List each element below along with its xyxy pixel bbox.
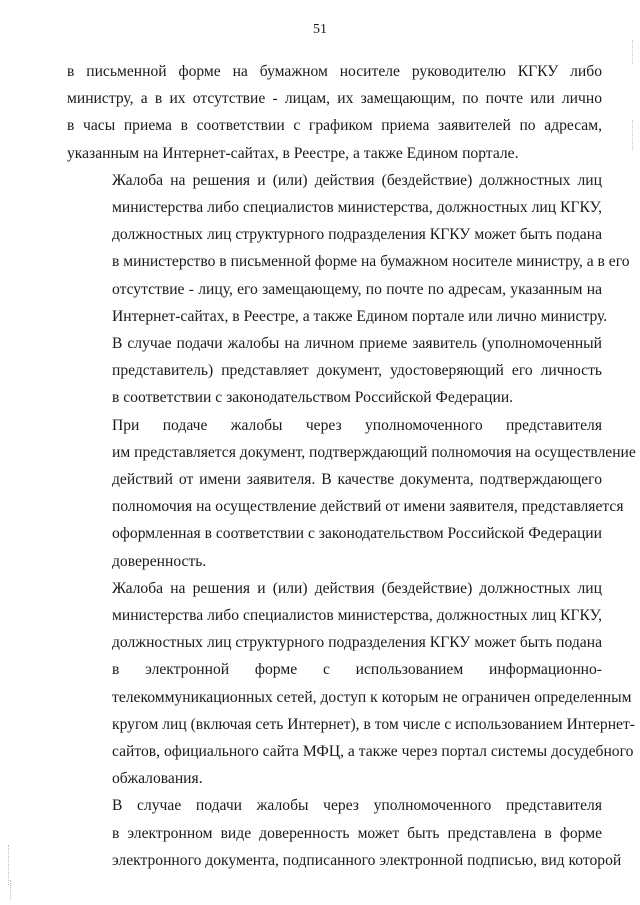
text-line: в электронной форме с использованием информационно- [112, 661, 602, 679]
text-line: Жалоба на решения и (или) действия (бездействие) должностных лиц [112, 579, 602, 597]
text-line: В случае подачи жалобы через уполномоченного представителя [112, 797, 602, 815]
paragraph [67, 167, 630, 330]
text-line: в письменной форме на бумажном носителе руководителю КГКУ либо [67, 63, 602, 80]
scan-artifact [632, 40, 634, 64]
text-line: электронного документа, подписанного электронной подписью, вид которой [112, 851, 622, 869]
scan-artifact [632, 120, 634, 150]
document-body [67, 58, 636, 874]
paragraph [67, 330, 602, 412]
page-number: 51 [313, 22, 327, 37]
text-line: Жалоба на решения и (или) действия (бездействие) должностных лиц [112, 171, 602, 189]
text-line: Интернет-сайтах, в Реестре, а также Едином портале или лично министру. [112, 307, 608, 325]
text-line: представитель) представляет документ, удостоверяющий его личность [112, 362, 602, 380]
text-line: сайтов, официального сайта МФЦ, а также через портал системы досудебного [112, 743, 634, 761]
text-line: в часы приема в соответствии с графиком приема заявителей по адресам, [67, 117, 602, 135]
text-line: действий от имени заявителя. В качестве документа, подтверждающего [112, 471, 602, 489]
paragraph [67, 58, 602, 167]
text-line: им представляется документ, подтверждающий полномочия на осуществление [112, 443, 636, 461]
paragraph [67, 575, 635, 793]
scan-artifact [8, 845, 10, 885]
text-line: министерства либо специалистов министерства, должностных лиц КГКУ, [112, 199, 602, 217]
text-line: отсутствие - лицу, его замещающему, по почте по адресам, указанным на [112, 280, 602, 298]
paragraph [67, 412, 636, 575]
text-line: При подаче жалобы через уполномоченного представителя [112, 416, 602, 434]
text-line: обжалования. [112, 770, 203, 788]
text-line: министру, а в их отсутствие - лицам, их замещающим, по почте или лично [67, 90, 602, 108]
scan-artifact [10, 880, 12, 900]
text-line: телекоммуникационных сетей, доступ к которым не ограничен определенным [112, 688, 632, 706]
text-line: указанным на Интернет-сайтах, в Реестре, а также Едином портале. [67, 144, 519, 162]
text-line: министерства либо специалистов министерства, должностных лиц КГКУ, [112, 607, 602, 625]
text-line: оформленная в соответствии с законодательством Российской Федерации [112, 525, 602, 543]
paragraph [67, 792, 622, 874]
text-line: должностных лиц структурного подразделения КГКУ может быть подана [112, 226, 602, 244]
text-line: полномочия на осуществление действий от имени заявителя, представляется [112, 498, 624, 516]
text-line: кругом лиц (включая сеть Интернет), в том числе с использованием Интернет- [112, 715, 635, 733]
text-line: доверенность. [112, 552, 207, 570]
text-line: в электронном виде доверенность может быть представлена в форме [112, 824, 602, 842]
text-line: должностных лиц структурного подразделения КГКУ может быть подана [112, 634, 602, 652]
text-line: в министерство в письменной форме на бумажном носителе министру, а в его [112, 253, 630, 271]
text-line: В случае подачи жалобы на личном приеме заявитель (уполномоченный [112, 335, 602, 353]
text-line: в соответствии с законодательством Российской Федерации. [112, 389, 514, 407]
